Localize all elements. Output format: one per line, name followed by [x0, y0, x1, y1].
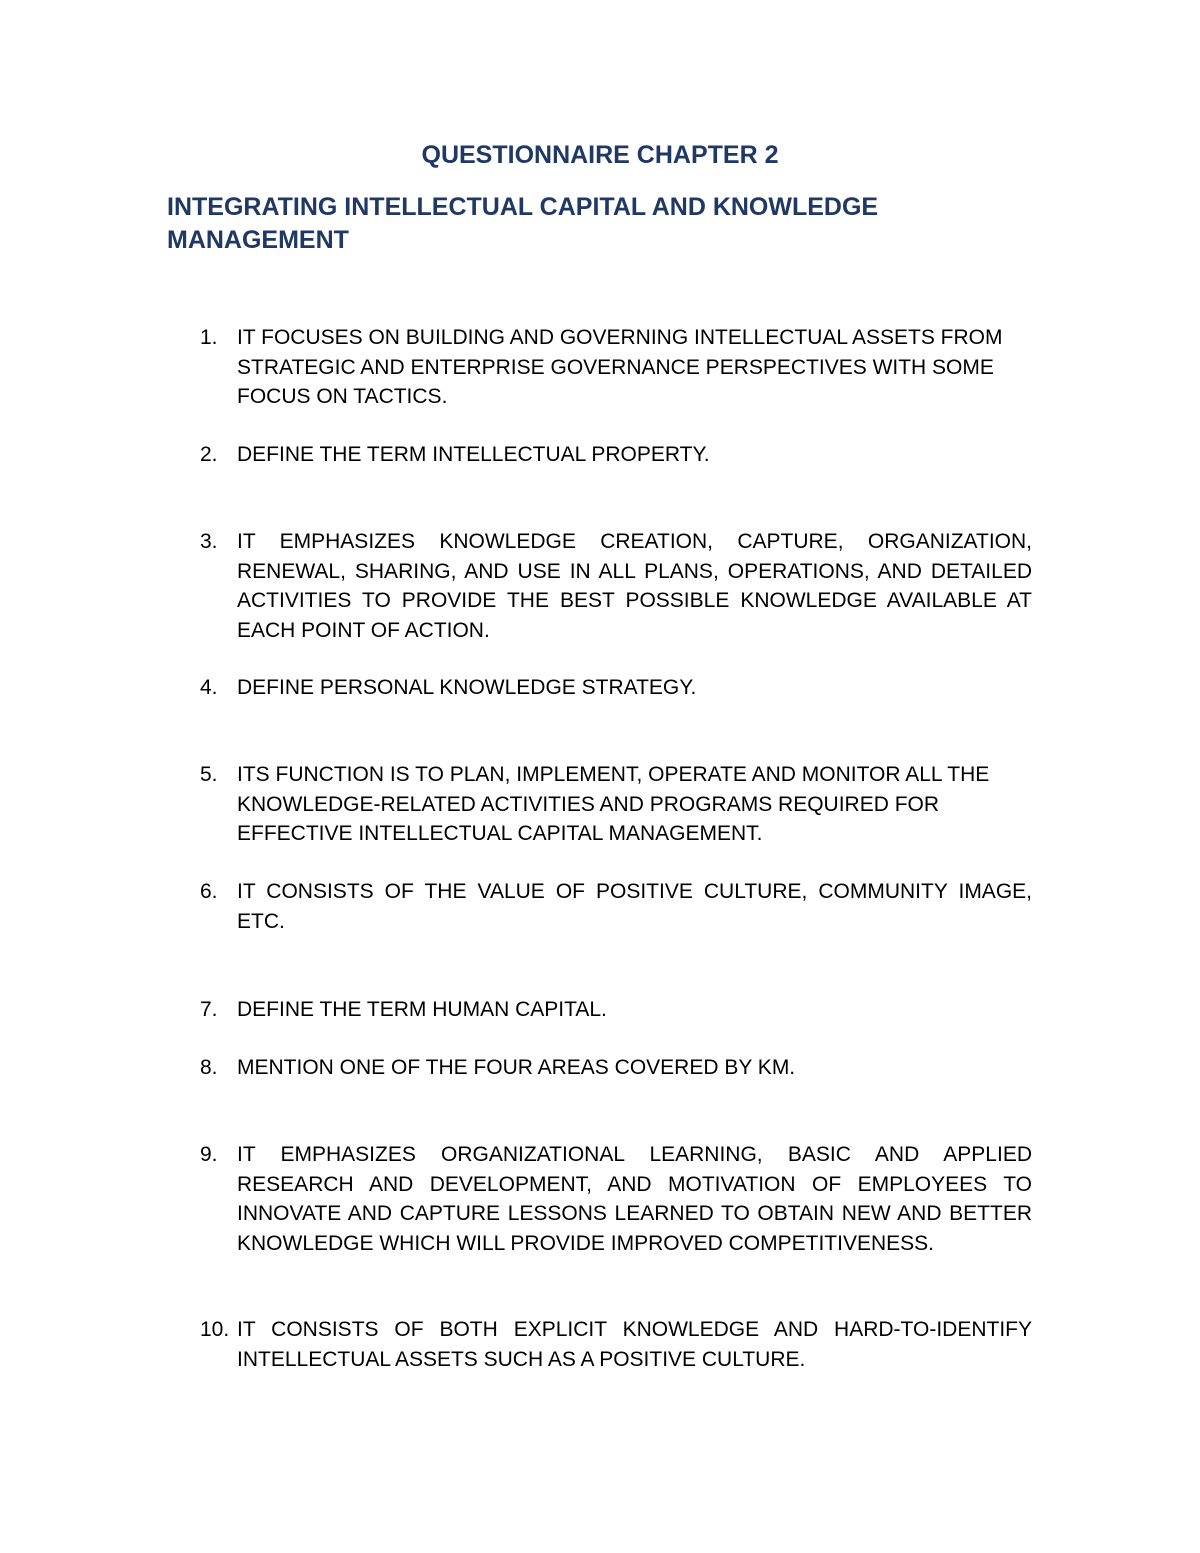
- question-text: IT EMPHASIZES ORGANIZATIONAL LEARNING, BASIC AND APPLIED RESEARCH AND DEVELOPMENT, AND MOTIVATION OF EMPLOYEES TO INNOVATE AND CAPTURE LESSONS LEARNED TO OBTAIN NEW AND BETTER KNOWLEDGE WHICH WILL PROVIDE IMPROVED COMPETITIVENESS.: [237, 1143, 1032, 1255]
- question-number: 10.: [200, 1318, 230, 1341]
- question-text: DEFINE THE TERM INTELLECTUAL PROPERTY.: [237, 443, 710, 466]
- question-text: DEFINE PERSONAL KNOWLEDGE STRATEGY.: [237, 676, 697, 699]
- question-item: [200, 1053, 1032, 1083]
- document-title: QUESTIONNAIRE CHAPTER 2: [421, 141, 779, 169]
- question-number: 9.: [200, 1143, 218, 1166]
- document-subtitle: INTEGRATING INTELLECTUAL CAPITAL AND KNOWLEDGE MANAGEMENT: [167, 193, 879, 254]
- question-text: DEFINE THE TERM HUMAN CAPITAL.: [237, 998, 607, 1021]
- question-number: 6.: [200, 880, 218, 903]
- question-number: 8.: [200, 1056, 218, 1079]
- question-text: IT CONSISTS OF THE VALUE OF POSITIVE CULTURE, COMMUNITY IMAGE, ETC.: [237, 880, 1032, 933]
- question-item: [200, 1315, 1032, 1374]
- question-number: 7.: [200, 998, 218, 1021]
- question-item: [200, 323, 1032, 412]
- question-item: [200, 440, 1032, 470]
- question-text: IT EMPHASIZES KNOWLEDGE CREATION, CAPTURE, ORGANIZATION, RENEWAL, SHARING, AND USE IN ALL PLANS, OPERATIONS, AND DETAILED ACTIVITIES TO PROVIDE THE BEST POSSIBLE KNOWLEDGE AVAILABLE AT EACH POINT OF ACTION.: [237, 530, 1032, 642]
- question-text: IT FOCUSES ON BUILDING AND GOVERNING INTELLECTUAL ASSETS FROM STRATEGIC AND ENTERPRISE GOVERNANCE PERSPECTIVES WITH SOME FOCUS ON TACTICS.: [237, 326, 1003, 408]
- question-item: [200, 995, 1032, 1025]
- question-item: [200, 760, 1032, 849]
- question-item: [200, 877, 1032, 936]
- question-number: 2.: [200, 443, 218, 466]
- question-text: MENTION ONE OF THE FOUR AREAS COVERED BY KM.: [237, 1056, 796, 1079]
- question-item: [200, 673, 1032, 703]
- question-number: 3.: [200, 530, 218, 553]
- question-item: [200, 1140, 1032, 1258]
- question-text: IT CONSISTS OF BOTH EXPLICIT KNOWLEDGE AND HARD-TO-IDENTIFY INTELLECTUAL ASSETS SUCH AS A POSITIVE CULTURE.: [237, 1318, 1032, 1371]
- question-number: 5.: [200, 763, 218, 786]
- question-number: 4.: [200, 676, 218, 699]
- question-item: [200, 527, 1032, 645]
- question-number: 1.: [200, 326, 218, 349]
- question-text: ITS FUNCTION IS TO PLAN, IMPLEMENT, OPERATE AND MONITOR ALL THE KNOWLEDGE-RELATED ACTIVITIES AND PROGRAMS REQUIRED FOR EFFECTIVE INTELLECTUAL CAPITAL MANAGEMENT.: [237, 763, 990, 845]
